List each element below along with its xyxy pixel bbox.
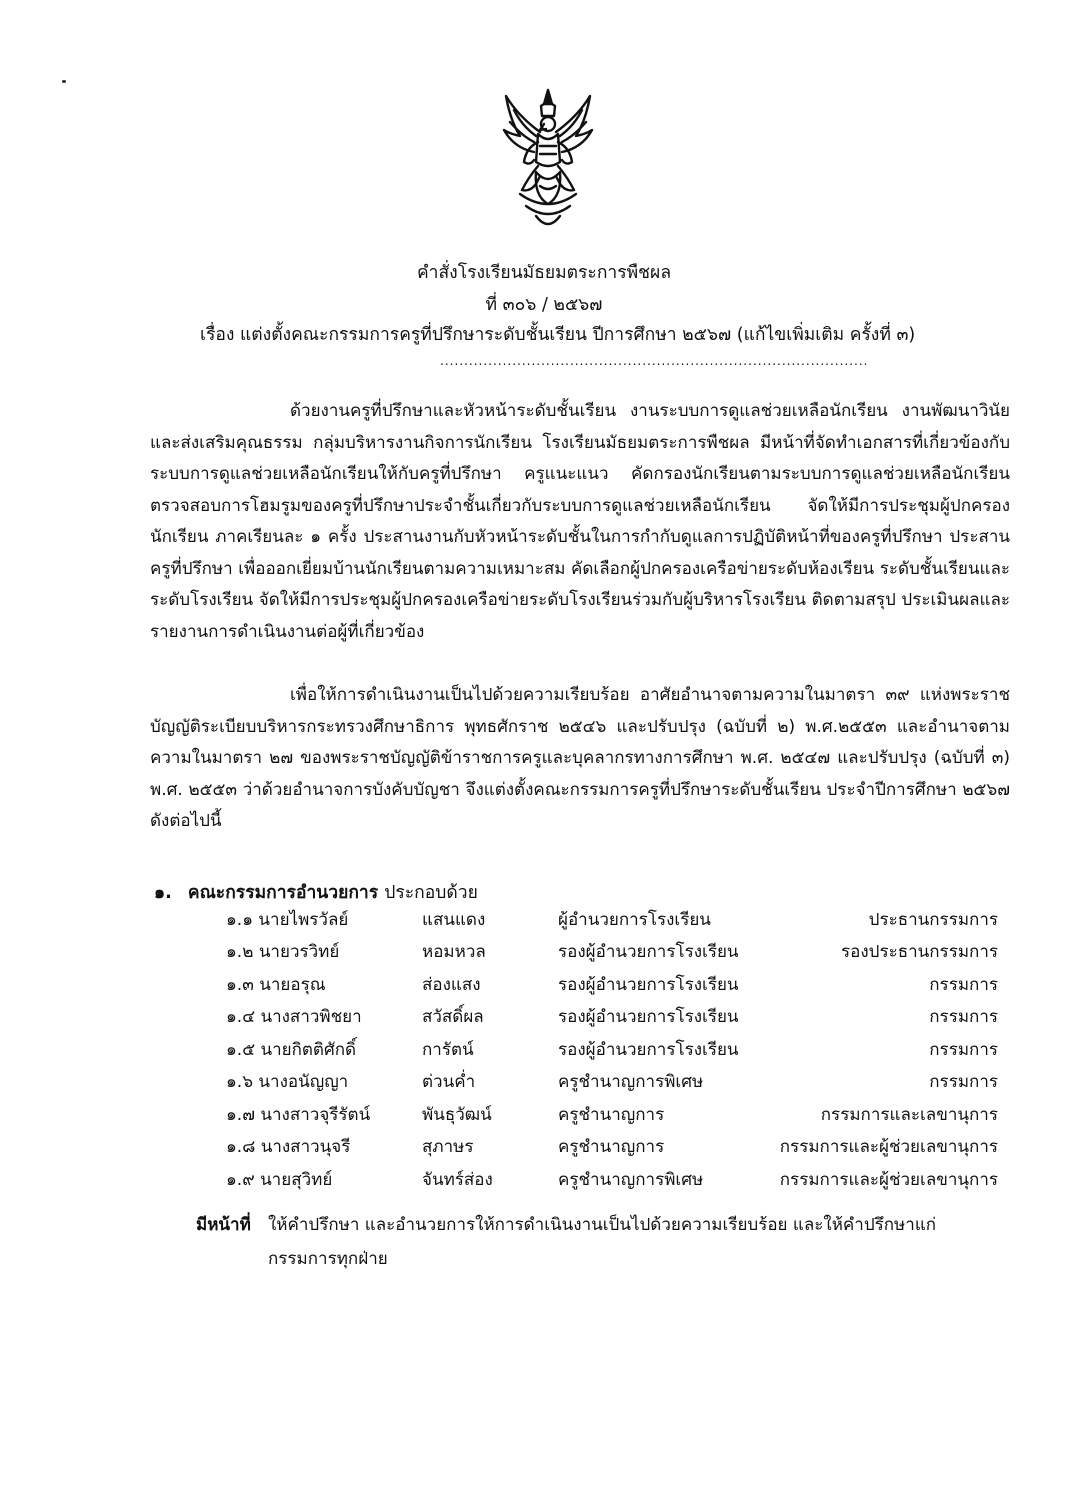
table-row — [226, 1163, 998, 1196]
member-role: กรรมการและผู้ช่วยเลขานุการ — [779, 1137, 998, 1158]
member-number: ๑.๓ — [226, 974, 254, 995]
member-number: ๑.๒ — [226, 942, 254, 963]
member-role: รองประธานกรรมการ — [841, 942, 998, 963]
section-1-number: ๑. — [154, 883, 172, 903]
dotted-divider: ......................................................................................... — [440, 354, 869, 368]
duty-text-2: กรรมการทุกฝ่าย — [268, 1249, 388, 1269]
duty-statement — [196, 1208, 1016, 1276]
member-surname: หอมหวล — [422, 942, 486, 963]
member-name: นายวรวิทย์ — [258, 942, 340, 963]
member-surname: ส่องแสง — [422, 974, 481, 995]
committee-member-table — [226, 903, 998, 1196]
section-1-title — [154, 878, 478, 906]
paragraph-2: เพื่อให้การดำเนินงานเป็นไปด้วยความเรียบร้อย อาศัยอำนาจตามความในมาตรา ๓๙ แห่งพระราชบัญญัติระเบียบบริหารกระทรวงศึกษาธิการ พุทธศักราช ๒๕๔๖ และปรับปรุง (ฉบับที่ ๒) พ.ศ.๒๕๕๓ และอำนาจตามความในมาตรา ๒๗ ของพระราชบัญญัติข้าราชการครูและบุคลากรทางการศึกษา พ.ศ. ๒๕๔๗ และปรับปรุง (ฉบับที่ ๓) พ.ศ. ๒๕๕๓ ว่าด้วยอำนาจการบังคับบัญชา จึงแต่งตั้งคณะกรรมการครูที่ปรึกษาระดับชั้นเรียน ประจำปีการศึกษา ๒๕๖๗ ดังต่อไปนี้ — [150, 685, 1010, 831]
member-name: นายกิตติศักดิ์ — [260, 1039, 357, 1060]
member-role: กรรมการ — [929, 1007, 998, 1028]
member-surname: การัตน์ — [422, 1039, 474, 1060]
school-order-heading: คำสั่งโรงเรียนมัธยมตระการพืชผล — [416, 263, 672, 283]
member-name: นางสาวพิชยา — [260, 1007, 362, 1028]
member-surname: สุภาษร — [422, 1137, 474, 1158]
member-number: ๑.๑ — [226, 909, 253, 930]
member-position: ครูชำนาญการ — [558, 1137, 665, 1158]
member-number: ๑.๗ — [226, 1104, 255, 1125]
member-number: ๑.๙ — [226, 1169, 255, 1190]
garuda-emblem-icon — [500, 86, 596, 236]
member-role: กรรมการและผู้ช่วยเลขานุการ — [779, 1169, 998, 1190]
member-surname: สวัสดิ์ผล — [422, 1007, 484, 1028]
member-surname: จันทร์ส่อง — [422, 1169, 493, 1190]
member-position: ครูชำนาญการ — [558, 1104, 665, 1125]
member-role: กรรมการและเลขานุการ — [820, 1104, 998, 1125]
scan-speck — [62, 80, 66, 83]
order-number: ที่ ๓๐๖ / ๒๕๖๗ — [485, 295, 603, 315]
member-role: กรรมการ — [929, 1072, 998, 1093]
member-number: ๑.๕ — [226, 1039, 256, 1060]
section-1-suffix: ประกอบด้วย — [384, 883, 478, 903]
member-position: รองผู้อำนวยการโรงเรียน — [558, 974, 739, 995]
member-name: นายอรุณ — [259, 974, 326, 995]
member-name: นางสาวนุจรี — [260, 1137, 351, 1158]
member-name: นางอนัญญา — [258, 1072, 349, 1093]
order-subject: เรื่อง แต่งตั้งคณะกรรมการครูที่ปรึกษาระดับชั้นเรียน ปีการศึกษา ๒๕๖๗ (แก้ไขเพิ่มเติม ครั้งที่ ๓) — [200, 325, 916, 345]
member-name: นายสุวิทย์ — [260, 1169, 333, 1190]
duty-text-1: ให้คำปรึกษา และอำนวยการให้การดำเนินงานเป็นไปด้วยความเรียบร้อย และให้คำปรึกษาแก่ — [268, 1215, 937, 1235]
member-position: รองผู้อำนวยการโรงเรียน — [558, 1039, 739, 1060]
member-surname: พันธุวัฒน์ — [422, 1104, 492, 1125]
duty-label: มีหน้าที่ — [196, 1215, 251, 1235]
table-row — [226, 1033, 998, 1066]
table-row — [226, 1066, 998, 1099]
duty-line-1 — [196, 1208, 1016, 1242]
member-position: ครูชำนาญการพิเศษ — [558, 1169, 704, 1190]
table-row — [226, 936, 998, 969]
member-number: ๑.๖ — [226, 1072, 253, 1093]
member-position: ผู้อำนวยการโรงเรียน — [558, 909, 711, 930]
member-surname: ต่วนค่ำ — [422, 1072, 476, 1093]
member-role: กรรมการ — [929, 1039, 998, 1060]
member-surname: แสนแดง — [422, 909, 486, 930]
member-number: ๑.๔ — [226, 1007, 256, 1028]
table-row — [226, 1131, 998, 1164]
member-position: ครูชำนาญการพิเศษ — [558, 1072, 704, 1093]
member-role: ประธานกรรมการ — [868, 909, 998, 930]
table-row — [226, 1098, 998, 1131]
member-name: นายไพรวัลย์ — [258, 909, 349, 930]
paragraph-1: ด้วยงานครูที่ปรึกษาและหัวหน้าระดับชั้นเรียน งานระบบการดูแลช่วยเหลือนักเรียน งานพัฒนาวินัยและส่งเสริมคุณธรรม กลุ่มบริหารงานกิจการนักเรียน โรงเรียนมัธยมตระการพืชผล มีหน้าที่จัดทำเอกสารที่เกี่ยวข้องกับระบบการดูแลช่วยเหลือนักเรียนให้กับครูที่ปรึกษา ครูแนะแนว คัดกรองนักเรียนตามระบบการดูแลช่วยเหลือนักเรียน ตรวจสอบการโฮมรูมของครูที่ปรึกษาประจำชั้นเกี่ยวกับระบบการดูแลช่วยเหลือนักเรียน จัดให้มีการประชุมผู้ปกครองนักเรียน ภาคเรียนละ ๑ ครั้ง ประสานงานกับหัวหน้าระดับชั้นในการกำกับดูแลการปฏิบัติหน้าที่ของครูที่ปรึกษา ประสานครูที่ปรึกษา เพื่อออกเยี่ยมบ้านนักเรียนตามความเหมาะสม คัดเลือกผู้ปกครองเครือข่ายระดับห้องเรียน ระดับชั้นเรียนและระดับโรงเรียน จัดให้มีการประชุมผู้ปกครองเครือข่ายระดับโรงเรียนร่วมกับผู้บริหารโรงเรียน ติดตามสรุป ประเมินผลและรายงานการดำเนินงานต่อผู้ที่เกี่ยวข้อง — [150, 401, 1010, 642]
member-position: รองผู้อำนวยการโรงเรียน — [558, 1007, 739, 1028]
member-position: รองผู้อำนวยการโรงเรียน — [558, 942, 739, 963]
member-number: ๑.๘ — [226, 1137, 256, 1158]
section-1-name: คณะกรรมการอำนวยการ — [187, 883, 379, 903]
table-row — [226, 1001, 998, 1034]
member-role: กรรมการ — [929, 974, 998, 995]
table-row — [226, 968, 998, 1001]
table-row — [226, 903, 998, 936]
member-name: นางสาวจุรีรัตน์ — [260, 1104, 371, 1125]
